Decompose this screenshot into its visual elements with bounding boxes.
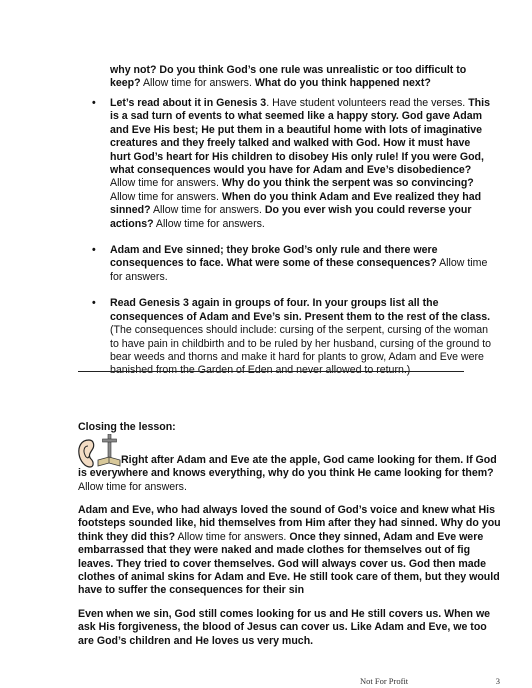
continuation-question-next: What do you think happened next? bbox=[254, 77, 431, 90]
segment: Allow time for answers. bbox=[110, 177, 222, 190]
segment: Allow time for answers. bbox=[110, 257, 488, 283]
bullet-item-genesis-reading bbox=[92, 97, 492, 231]
segment: Why do you think the serpent was so convincing? bbox=[221, 177, 474, 190]
segment: Allow time for answers. bbox=[150, 204, 265, 217]
bullet-list bbox=[92, 97, 492, 391]
bullet-item-group-activity bbox=[92, 297, 492, 377]
closing-text: Adam and Eve, who had always loved the sound of God’s voice and knew what His footsteps sounded like, hid themselves from Him after they had sinned. Why do you think they did this? bbox=[78, 504, 501, 543]
closing-question: Right after Adam and Eve ate the apple, God came looking for them. If God is everywhere and knows everything, why do you think He came looking for them? bbox=[78, 454, 497, 480]
bullet-marker: • bbox=[92, 244, 96, 257]
continuation-question: why not? Do you think God’s one rule was unrealistic or too difficult to keep? bbox=[110, 64, 467, 90]
bullet-marker: • bbox=[92, 97, 96, 109]
footer-label: Not For Profit bbox=[360, 676, 409, 686]
segment: . Have student volunteers read the verses. bbox=[266, 97, 469, 109]
segment: Read Genesis 3 again in groups of four. In your groups list all the consequences of Adam and Eve’s sin. Present them to the rest of the class. bbox=[110, 297, 491, 323]
bullet-item-consequences bbox=[92, 244, 492, 284]
segment: (The consequences should include: cursing of the serpent, cursing of the woman to have pain in childbirth and to be ruled by her husband, cursing of the ground to bear weeds and thorns and make it hard for plants to grow, Adam and Eve were banished from the Garden of Eden and never allowed to return.) bbox=[110, 324, 492, 377]
segment: Allow time for answers. bbox=[153, 217, 265, 230]
page-number: 3 bbox=[495, 676, 500, 686]
segment: Allow time for answers. bbox=[110, 190, 222, 203]
closing-text: Even when we sin, God still comes looking for us and He still covers us. When we ask His forgiveness, the blood of Jesus can cover us. Like Adam and Eve, we too are God’s children and He loves us very much. bbox=[78, 608, 491, 647]
closing-paragraph-1 bbox=[78, 454, 500, 494]
teacher-note: Allow time for answers. bbox=[78, 480, 187, 493]
bullet-marker: • bbox=[92, 297, 96, 310]
segment: Adam and Eve sinned; they broke God’s only rule and there were consequences to face. What were some of these consequences? bbox=[110, 244, 438, 270]
segment: Do you ever wish you could reverse your actions? bbox=[110, 204, 472, 230]
segment: This is a sad turn of events to what seemed like a happy story. God gave Adam and Eve His best; He put them in a beautiful home with lots of imaginative creatures and they freely talked and walked with God. How it must have hurt God’s heart for His children to disobey His only rule! If you were God, what consequences would you have for Adam and Eve’s disobedience? bbox=[110, 97, 490, 177]
closing-text: Once they sinned, Adam and Eve were embarrassed that they were naked and made clothes for themselves out of fig leaves. They tried to cover themselves. God will always cover us. God then made clothes of animal skins for Adam and Eve. He still took care of them, but they would have to suffer the consequences for their sin bbox=[78, 530, 500, 597]
teacher-note: Allow time for answers. bbox=[140, 77, 255, 90]
segment: Let’s read about it in Genesis 3 bbox=[110, 97, 267, 109]
segment: When do you think Adam and Eve realized they had sinned? bbox=[110, 190, 482, 217]
continuation-paragraph bbox=[110, 64, 486, 91]
closing-paragraph-3 bbox=[78, 608, 502, 648]
teacher-note: Allow time for answers. bbox=[175, 530, 290, 543]
section-divider bbox=[78, 371, 464, 372]
page-footer bbox=[360, 676, 500, 686]
closing-paragraph-2 bbox=[78, 504, 502, 598]
closing-title: Closing the lesson: bbox=[78, 421, 176, 433]
